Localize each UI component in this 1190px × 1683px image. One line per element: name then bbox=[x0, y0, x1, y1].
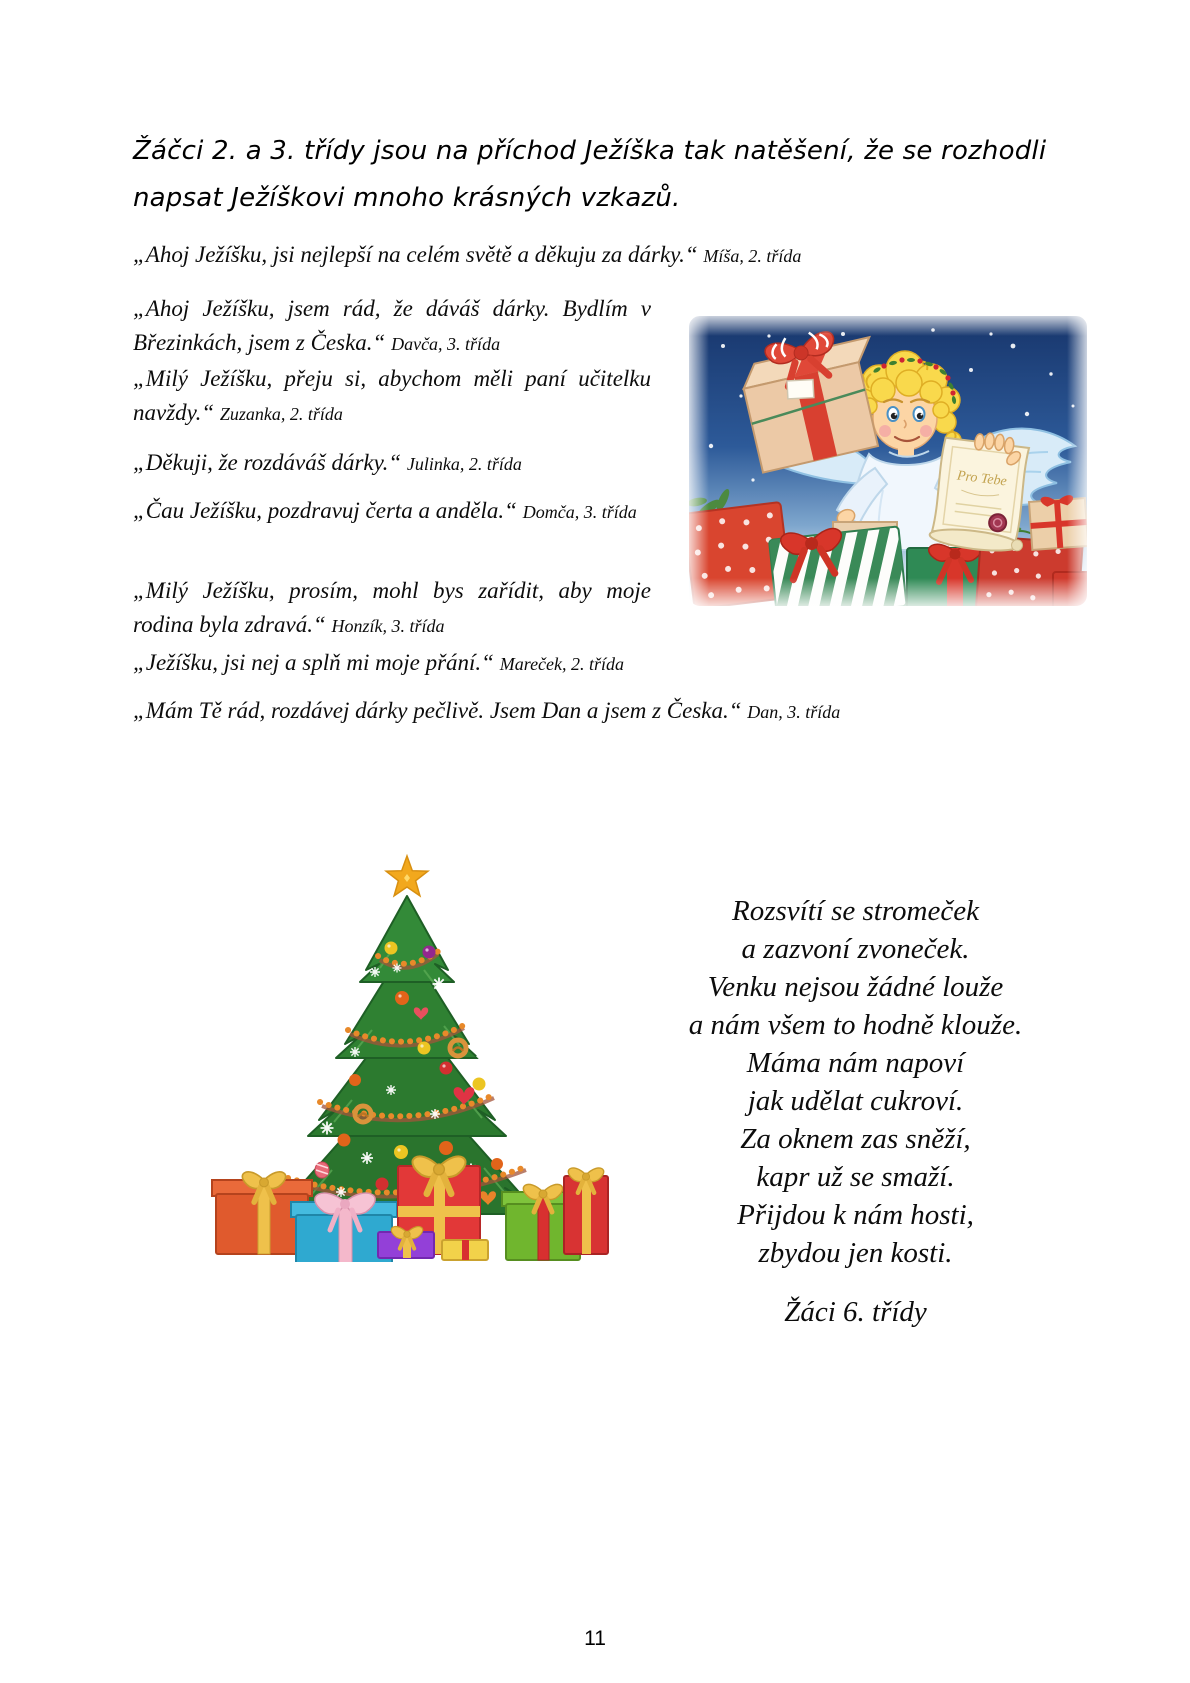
pupil-quote-4 bbox=[133, 446, 651, 481]
tall-red-gift bbox=[564, 1168, 608, 1254]
quote-author: Mareček, 2. třída bbox=[499, 654, 625, 674]
poem-line: jak udělat cukroví. bbox=[747, 1085, 964, 1117]
poem-line: Máma nám napoví bbox=[746, 1047, 965, 1079]
quote-author: Míša, 2. třída bbox=[703, 246, 802, 266]
poem-line: Za oknem zas sněží, bbox=[740, 1123, 971, 1155]
quote-author: Dan, 3. třída bbox=[747, 702, 841, 722]
poem bbox=[618, 892, 1093, 1272]
pupil-quote-1 bbox=[133, 238, 1073, 273]
pupil-quote-2 bbox=[133, 292, 651, 361]
quote-text: „Ahoj Ježíšku, jsi nejlepší na celém světě a děkuju za dárky.“ bbox=[133, 242, 698, 267]
pretzel bbox=[355, 1106, 371, 1122]
angel-illustration bbox=[683, 310, 1093, 612]
scroll-text: Pro Tebe bbox=[956, 468, 1008, 490]
angel-illustration-svg bbox=[683, 310, 1093, 612]
quote-text: „Milý Ježíšku, prosím, mohl bys zařídit, aby moje rodina byla zdravá.“ bbox=[133, 578, 651, 637]
gifts-under-tree bbox=[212, 1156, 608, 1262]
pupil-quote-5 bbox=[133, 494, 651, 529]
wax-seal bbox=[988, 513, 1007, 532]
quote-text: „Mám Tě rád, rozdávej dárky pečlivě. Jsem Dan a jsem z Česka.“ bbox=[133, 698, 742, 723]
christmas-tree-svg bbox=[192, 850, 612, 1262]
yellow-gift bbox=[442, 1240, 488, 1260]
quote-text: „Ahoj Ježíšku, jsem rád, že dáváš dárky. Bydlím v Březinkách, jsem z Česka.“ bbox=[133, 296, 651, 355]
poem-line: Rozsvítí se stromeček bbox=[732, 895, 979, 927]
angel-neck bbox=[898, 447, 914, 456]
quote-author: Davča, 3. třída bbox=[391, 334, 501, 354]
pupil-quote-7 bbox=[133, 646, 1073, 681]
quote-text: „Milý Ježíšku, přeju si, abychom měli paní učitelku navždy.“ bbox=[133, 366, 651, 425]
pretzel bbox=[450, 1040, 466, 1056]
page-heading: Žáčci 2. a 3. třídy jsou na příchod Ježíška tak natěšení, že se rozhodli napsat Ježíškovi mnoho krásných vzkazů. bbox=[133, 136, 1047, 213]
quote-text: „Čau Ježíšku, pozdravuj čerta a anděla.“ bbox=[133, 498, 517, 523]
pupil-quote-8 bbox=[133, 694, 1073, 729]
purple-gift bbox=[378, 1227, 434, 1258]
gift-tag bbox=[787, 380, 814, 399]
poem-signature: Žáci 6. třídy bbox=[784, 1296, 927, 1328]
quote-author: Domča, 3. třída bbox=[522, 502, 637, 522]
poem-line: kapr už se smaží. bbox=[756, 1161, 955, 1193]
poem-line: zbydou jen kosti. bbox=[758, 1237, 953, 1269]
poem-line: a zazvoní zvoneček. bbox=[741, 933, 970, 965]
quote-text: „Děkuji, že rozdáváš dárky.“ bbox=[133, 450, 402, 475]
poem-line: Venku nejsou žádné louže bbox=[707, 971, 1004, 1003]
quote-text: „Ježíšku, jsi nej a splň mi moje přání.“ bbox=[133, 650, 494, 675]
pupil-quote-3 bbox=[133, 362, 651, 431]
quote-author: Julinka, 2. třída bbox=[406, 454, 522, 474]
christmas-tree-illustration bbox=[192, 850, 612, 1262]
quote-author: Honzík, 3. třída bbox=[331, 616, 445, 636]
quote-author: Zuzanka, 2. třída bbox=[219, 404, 343, 424]
pupil-quote-6 bbox=[133, 574, 651, 643]
poem-line: a nám všem to hodně klouže. bbox=[688, 1009, 1023, 1041]
page-number: 11 bbox=[584, 1627, 606, 1650]
poem-line: Přijdou k nám hosti, bbox=[737, 1199, 974, 1231]
